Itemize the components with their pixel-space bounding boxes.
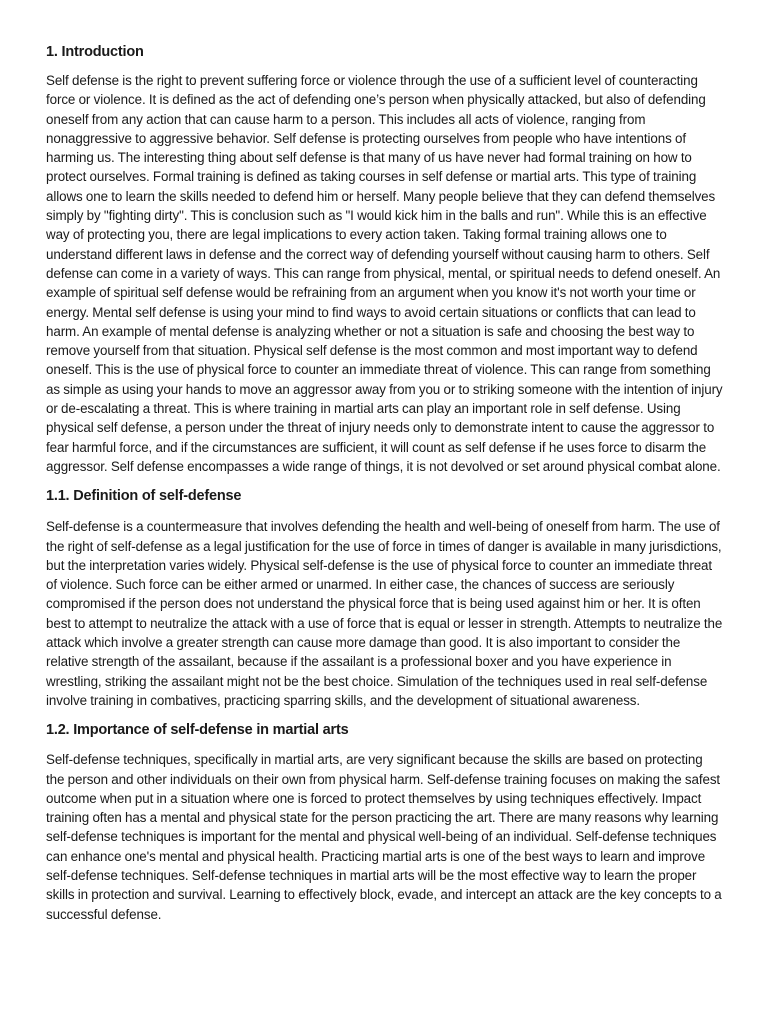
section-paragraph: Self-defense techniques, specifically in martial arts, are very significant because the skills are based on protecting the person and other individuals on their own from physical harm. Self-defense training focuses on making the safest outcome when put in a situation where one is forced to protect themselves by using techniques effectively. Impact training often has a mental and physical state for the person practicing the art. There are many reasons why learning self-defense techniques is important for the mental and physical well-being of an individual. Self-defense techniques can enhance one's mental and physical health. Practicing martial arts is one of the best ways to learn and improve self-defense techniques. Self-defense techniques in martial arts will be the most effective way to learn the proper skills in protection and survival. Learning to effectively block, evade, and intercept an attack are the key concepts to a successful defense. — [46, 752, 722, 922]
section-paragraph: Self defense is the right to prevent suffering force or violence through the use of a sufficient level of counteracting force or violence. It is defined as the act of defending one’s person when physically attacked, but also of defending oneself from any action that can cause harm to a person. This includes all acts of violence, ranging from nonaggressive to aggressive behavior. Self defense is protecting ourselves from people who have intentions of harming us. The interesting thing about self defense is that many of us have never had formal training on how to protect ourselves. Formal training is defined as taking courses in self defense or martial arts. This type of training allows one to learn the skills needed to defend him or herself. Many people believe that they can defend themselves simply by "fighting dirty". This is conclusion such as "I would kick him in the balls and run". While this is an effective way of protecting you, there are legal implications to every action taken. Taking formal training allows one to understand different laws in defense and the correct way of defending yourself without causing harm to others. Self defense can come in a variety of ways. This can range from physical, mental, or spiritual needs to defend oneself. An example of spiritual self defense would be refraining from an argument when you know it's not worth your time or energy. Mental self defense is using your mind to find ways to avoid certain situations or conflicts that can lead to harm. An example of mental defense is analyzing whether or not a situation is safe and choosing the best way to remove yourself from that situation. Physical self defense is the most common and most important way to defend oneself. This is the use of physical force to counter an immediate threat of violence. This can range from something as simple as using your hands to move an aggressor away from you or to striking someone with the intention of injury or de-escalating a threat. This is where training in martial arts can play an important role in self defense. Using physical self defense, a person under the threat of injury needs only to demonstrate intent to cause the aggressor to fear harmful force, and if the circumstances are sufficient, it will count as self defense if he uses force to disarm the aggressor. Self defense encompasses a wide range of things, it is not devolved or set around physical combat alone. — [46, 73, 723, 474]
section-heading: 1.2. Importance of self-defense in martial arts — [46, 722, 349, 739]
section-heading: 1.1. Definition of self-defense — [46, 488, 242, 505]
section-importance-of-self-defense — [46, 719, 724, 924]
section-introduction — [46, 41, 724, 476]
section-definition-of-self-defense — [46, 485, 724, 710]
section-heading: 1. Introduction — [46, 44, 144, 60]
section-paragraph: Self-defense is a countermeasure that involves defending the health and well-being of oneself from harm. The use of the right of self-defense as a legal justification for the use of force in times of danger is available in many jurisdictions, but the interpretation varies widely. Physical self-defense is the use of physical force to counter an immediate threat of violence. Such force can be either armed or unarmed. In either case, the chances of success are seriously compromised if the person does not understand the physical force that is being used against him or her. It is often best to attempt to neutralize the attack with a use of force that is equal or lesser in strength. Attempts to neutralize the attack which involve a greater strength can cause more damage than good. It is also important to consider the relative strength of the assailant, because if the assailant is a professional boxer and you have experience in wrestling, striking the assailant might not be the best choice. Simulation of the techniques used in real self-defense involve training in combatives, practicing sparring skills, and the development of situational awareness. — [46, 519, 723, 708]
